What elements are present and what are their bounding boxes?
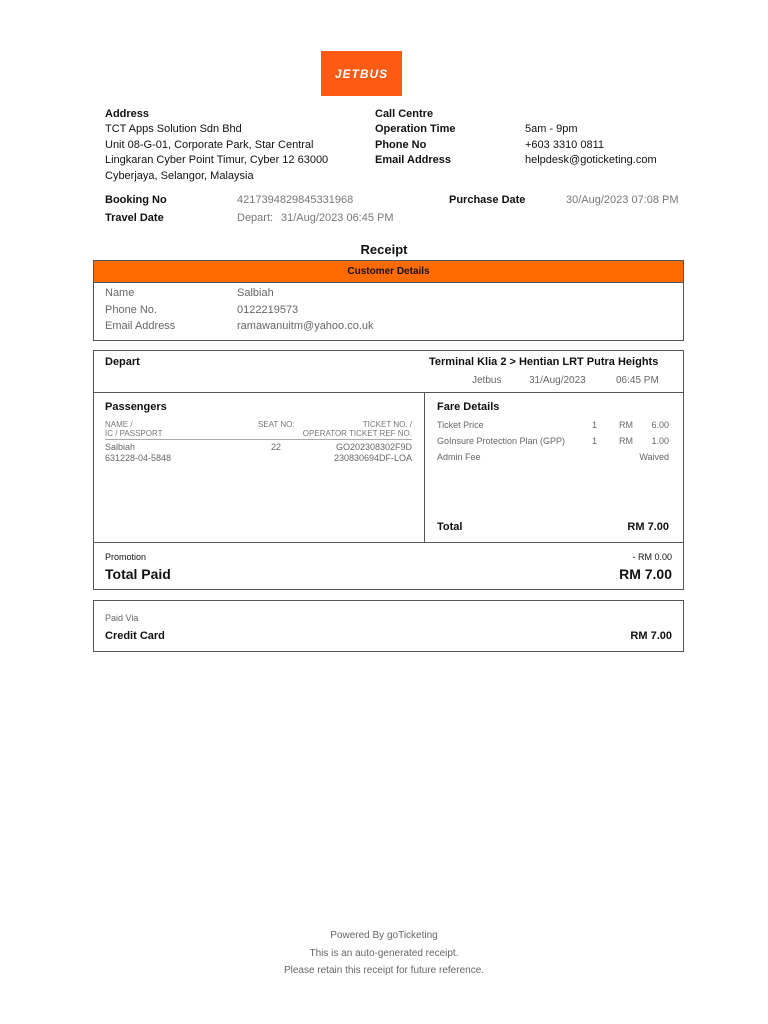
fare-total: RM 7.00 [627, 521, 669, 533]
customer-details-title: Customer Details [347, 266, 430, 277]
passenger-name: Salbiah [105, 442, 136, 452]
phone-label: Phone No [375, 139, 427, 151]
company-name: TCT Apps Solution Sdn Bhd [105, 123, 242, 135]
fare-item-label: Admin Fee [437, 452, 481, 462]
trip-depart-label: Depart [105, 356, 140, 368]
fare-total-label: Total [437, 521, 463, 533]
travel-depart-datetime: 31/Aug/2023 06:45 PM [281, 212, 394, 224]
paid-via-label: Paid Via [105, 613, 139, 623]
passenger-ticket-no: GO202308302F9D [335, 442, 412, 452]
address-label: Address [105, 108, 150, 120]
customer-name: Salbiah [237, 287, 274, 299]
travel-date-label: Travel Date [105, 212, 164, 224]
paid-via-box [93, 600, 684, 652]
purchase-date-label: Purchase Date [449, 194, 526, 206]
passenger-fare-divider [424, 392, 425, 542]
promotion-label: Promotion [105, 552, 147, 562]
email-address[interactable]: helpdesk@goticketing.com [525, 154, 657, 166]
col-ticket-header-2: OPERATOR TICKET REF NO. [302, 429, 412, 438]
passenger-header-divider [105, 439, 412, 440]
total-paid-amount: RM 7.00 [619, 566, 672, 582]
customer-phone: 0122219573 [237, 304, 299, 316]
email-label: Email Address [375, 154, 452, 166]
purchase-date: 30/Aug/2023 07:08 PM [566, 194, 679, 206]
trip-route: Terminal Klia 2 > Hentian LRT Putra Heights [429, 356, 659, 368]
customer-details-header [93, 260, 684, 282]
passenger-ic: 631228-04-5848 [105, 453, 172, 463]
fare-item-amount: 1.00 [651, 436, 669, 446]
fare-item-currency: RM [619, 420, 633, 430]
fare-item-amount: Waived [639, 452, 669, 462]
col-seat-header: SEAT NO: [258, 420, 295, 429]
payment-method: Credit Card [105, 630, 165, 642]
address-line-2: Lingkaran Cyber Point Timur, Cyber 12 63000 [105, 154, 329, 166]
payment-divider [93, 542, 684, 543]
passengers-title: Passengers [105, 401, 167, 413]
booking-no: 4217394829845331968 [237, 194, 354, 206]
customer-name-label: Name [105, 287, 135, 299]
call-centre-label: Call Centre [375, 108, 434, 120]
fare-item-label: GoInsure Protection Plan (GPP) [437, 436, 566, 446]
customer-details-box [93, 282, 684, 341]
operation-time-label: Operation Time [375, 123, 456, 135]
footer-retain-note: Please retain this receipt for future reference. [283, 965, 485, 976]
trip-operator: Jetbus [472, 375, 502, 386]
travel-depart-label: Depart: [237, 212, 274, 224]
jetbus-logo [321, 51, 402, 96]
operation-time: 5am - 9pm [525, 123, 578, 135]
col-name-header-2: IC / PASSPORT [105, 429, 163, 438]
fare-item-qty: 1 [592, 420, 598, 430]
logo-text: JETBUS [334, 66, 389, 81]
footer-auto-generated: This is an auto-generated receipt. [309, 948, 459, 959]
customer-email-label: Email Address [105, 320, 176, 332]
col-name-header-1: NAME / [105, 420, 133, 429]
promotion-amount: - RM 0.00 [632, 552, 672, 562]
col-ticket-header-1: TICKET NO. / [362, 420, 412, 429]
phone-number: +603 3310 0811 [525, 139, 605, 151]
customer-phone-label: Phone No. [105, 304, 157, 316]
fare-details-title: Fare Details [437, 401, 500, 413]
booking-no-label: Booking No [105, 194, 167, 206]
trip-divider [93, 392, 684, 393]
total-paid-label: Total Paid [105, 566, 171, 582]
footer-powered-by: Powered By goTicketing [330, 930, 438, 941]
address-line-3: Cyberjaya, Selangor, Malaysia [105, 170, 254, 182]
receipt-title: Receipt [360, 242, 408, 257]
trip-date: 31/Aug/2023 [529, 375, 586, 386]
fare-item-qty: 1 [592, 436, 598, 446]
fare-item-label: Ticket Price [437, 420, 484, 430]
trip-time: 06:45 PM [616, 375, 659, 386]
address-line-1: Unit 08-G-01, Corporate Park, Star Central [105, 139, 314, 151]
fare-item-currency: RM [619, 436, 633, 446]
passenger-ref-no: 230830694DF-LOA [333, 453, 412, 463]
payment-method-amount: RM 7.00 [630, 630, 672, 642]
fare-item-amount: 6.00 [651, 420, 669, 430]
passenger-seat: 22 [271, 442, 282, 452]
customer-email[interactable]: ramawanuitm@yahoo.co.uk [237, 320, 374, 332]
